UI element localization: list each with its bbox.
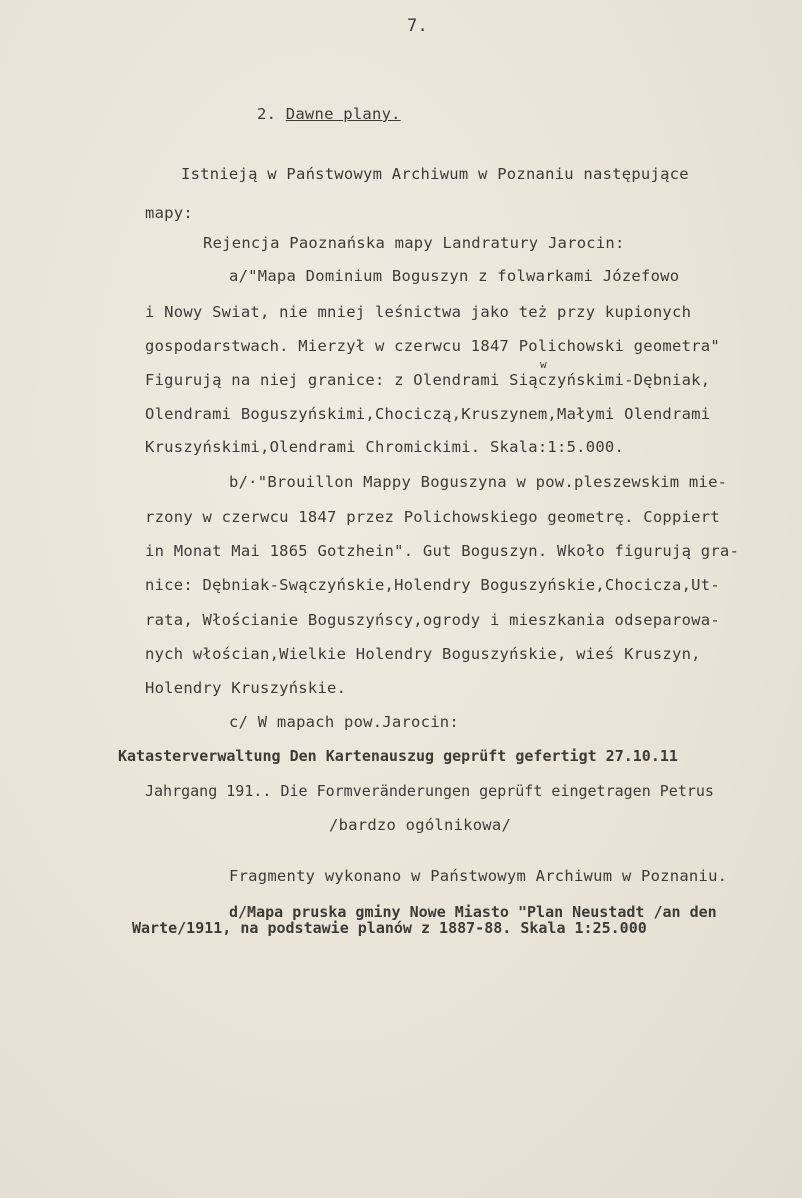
text-line-14: rata, Włościanie Boguszyńscy,ogrody i mieszkania odseparowa-: [145, 611, 720, 629]
text-line-7: Figurują na niej granice: z Olendrami Siączyńskimi-Dębniak,: [145, 371, 711, 389]
text-line-13: nice: Dębniak-Swączyńskie,Holendry Boguszyńskie,Chocicza,Ut-: [145, 576, 720, 594]
text-line-5: i Nowy Swiat, nie mniej leśnictwa jako też przy kupionych: [145, 303, 692, 321]
text-line-20: /bardzo ogólnikowa/: [329, 816, 512, 834]
text-line-17: c/ W mapach pow.Jarocin:: [229, 713, 459, 731]
text-line-9: Kruszyńskimi,Olendrami Chromickimi. Skala:1:5.000.: [145, 438, 625, 456]
section-heading: [257, 104, 401, 124]
page-number: 7.: [407, 16, 428, 36]
text-line-11: rzony w czerwcu 1847 przez Polichowskiego geometrę. Coppiert: [145, 508, 720, 526]
text-line-23: Warte/1911, na podstawie planów z 1887-88. Skala 1:25.000: [132, 919, 647, 937]
text-line-21: Fragmenty wykonano w Państwowym Archiwum w Poznaniu.: [229, 867, 728, 885]
text-line-16: Holendry Kruszyńskie.: [145, 679, 347, 697]
text-line-4: a/"Mapa Dominium Boguszyn z folwarkami Józefowo: [229, 267, 680, 285]
text-line-3: Rejencja Paoznańska mapy Landratury Jarocin:: [203, 234, 625, 252]
text-line-19: Jahrgang 191.. Die Formveränderungen geprüft eingetragen Petrus: [145, 782, 714, 800]
text-line-15: nych włościan,Wielkie Holendry Boguszyńskie, wieś Kruszyn,: [145, 645, 701, 663]
text-line-10: b/·"Brouillon Mappy Boguszyna w pow.pleszewskim mie-: [229, 473, 728, 491]
text-line-18: Katasterverwaltung Den Kartenauszug geprüft gefertigt 27.10.11: [118, 747, 678, 765]
section-number: 2.: [257, 105, 277, 123]
text-line-2: mapy:: [145, 204, 193, 222]
text-line-8: Olendrami Boguszyńskimi,Chociczą,Kruszynem,Małymi Olendrami: [145, 405, 711, 423]
text-line-22: d/Mapa pruska gminy Nowe Miasto "Plan Neustadt /an den: [229, 903, 717, 921]
text-line-1: Istnieją w Państwowym Archiwum w Poznaniu następujące: [181, 165, 689, 183]
text-line-12: in Monat Mai 1865 Gotzhein". Gut Boguszyn. Wkoło figurują gra-: [145, 542, 740, 560]
text-line-6: gospodarstwach. Mierzył w czerwcu 1847 Polichowski geometra": [145, 337, 720, 355]
section-title: Dawne plany.: [285, 105, 401, 123]
text-line-7-superscript: w: [540, 358, 547, 371]
